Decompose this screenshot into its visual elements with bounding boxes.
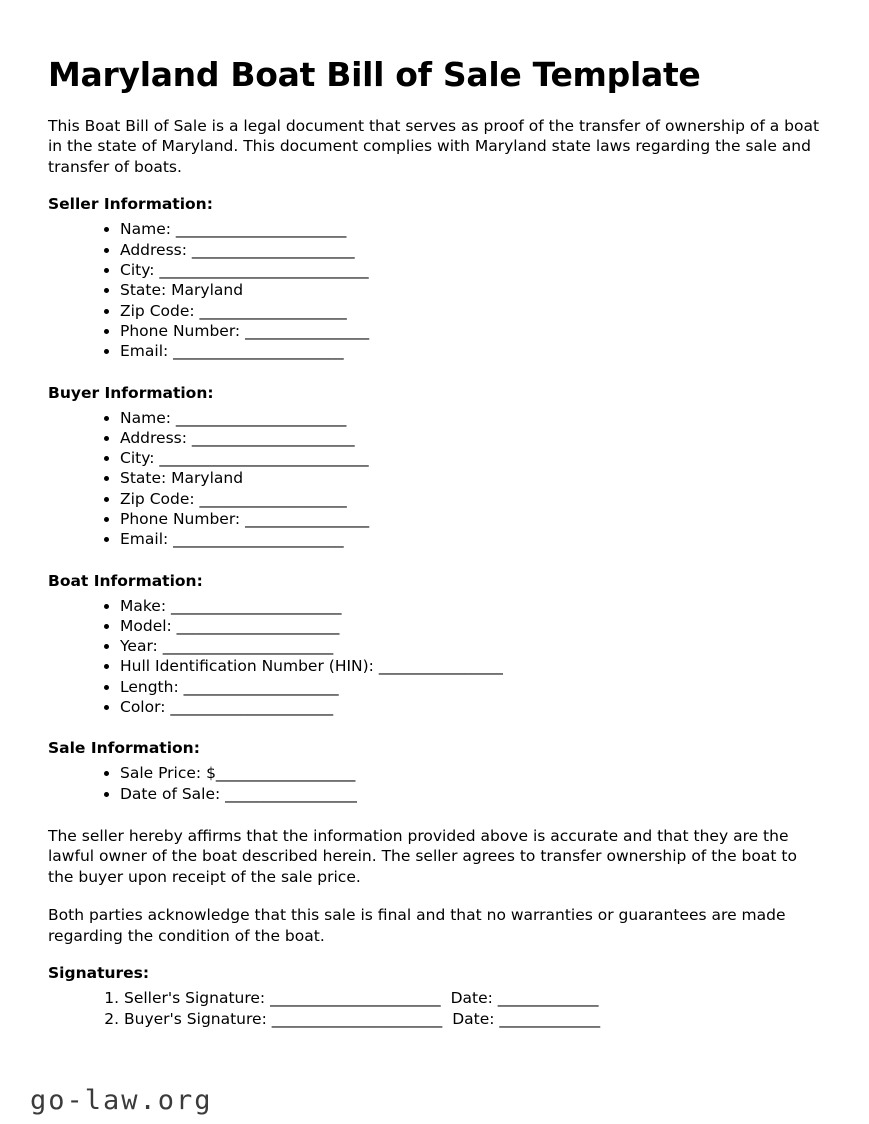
- list-item: • State: Maryland: [120, 280, 821, 300]
- list-item: • Email: ______________________: [120, 341, 821, 361]
- list-item: • Name: ______________________: [120, 219, 821, 239]
- list-item: • Date of Sale: _________________: [120, 784, 821, 804]
- section-heading-sale: Sale Information:: [48, 739, 200, 758]
- list-item: • Model: _____________________: [120, 616, 821, 636]
- page-title: Maryland Boat Bill of Sale Template: [48, 55, 701, 94]
- intro-paragraph: This Boat Bill of Sale is a legal document that serves as proof of the transfer of ownership of a boat in the state of Maryland. This document complies with Maryland state laws regarding the sale and transfer of boats.: [48, 116, 820, 176]
- signature-label-buyer: Buyer's Signature: ______________________: [124, 1010, 443, 1029]
- signature-label-seller: Seller's Signature: ______________________: [124, 989, 441, 1008]
- list-item: • Address: _____________________: [120, 428, 821, 448]
- section-heading-seller: Seller Information:: [48, 195, 213, 214]
- list-item: • Phone Number: ________________: [120, 509, 821, 529]
- list-item: • City: ___________________________: [120, 260, 821, 280]
- list-item: • Zip Code: ___________________: [120, 301, 821, 321]
- list-item: • Length: ____________________: [120, 677, 821, 697]
- list-item: • City: ___________________________: [120, 448, 821, 468]
- acknowledgement-paragraph: Both parties acknowledge that this sale is final and that no warranties or guarantees are made regarding the condition of the boat.: [48, 906, 786, 945]
- list-item: • State: Maryland: [120, 468, 821, 488]
- section-heading-signatures: Signatures:: [48, 964, 150, 983]
- list-item: • Make: ______________________: [120, 596, 821, 616]
- field-list-buyer: [48, 408, 821, 550]
- list-item: • Year: ______________________: [120, 636, 821, 656]
- list-item: • Sale Price: $__________________: [120, 763, 821, 783]
- field-list-seller: [48, 219, 821, 361]
- watermark: go-law.org: [30, 1085, 213, 1116]
- list-item: • Zip Code: ___________________: [120, 489, 821, 509]
- list-item: • Phone Number: ________________: [120, 321, 821, 341]
- field-list-boat: [48, 596, 821, 718]
- affirmation-paragraph: The seller hereby affirms that the information provided above is accurate and that they are the lawful owner of the boat described herein. The seller agrees to transfer ownership of the boat to the buyer upon receipt of the sale price.: [48, 826, 797, 886]
- section-heading-boat: Boat Information:: [48, 571, 203, 590]
- list-item: • Color: _____________________: [120, 697, 821, 717]
- signature-list: [48, 988, 821, 1030]
- list-item: • Address: _____________________: [120, 240, 821, 260]
- section-heading-buyer: Buyer Information:: [48, 383, 214, 402]
- list-item: • Email: ______________________: [120, 529, 821, 549]
- signature-date-buyer: Date: _____________: [452, 1010, 601, 1029]
- signature-date-seller: Date: _____________: [450, 989, 599, 1008]
- list-item: • Name: ______________________: [120, 408, 821, 428]
- field-list-sale: [48, 763, 821, 804]
- list-item: [124, 988, 821, 1009]
- list-item: • Hull Identification Number (HIN): ________________: [120, 656, 821, 676]
- list-item: [124, 1009, 821, 1030]
